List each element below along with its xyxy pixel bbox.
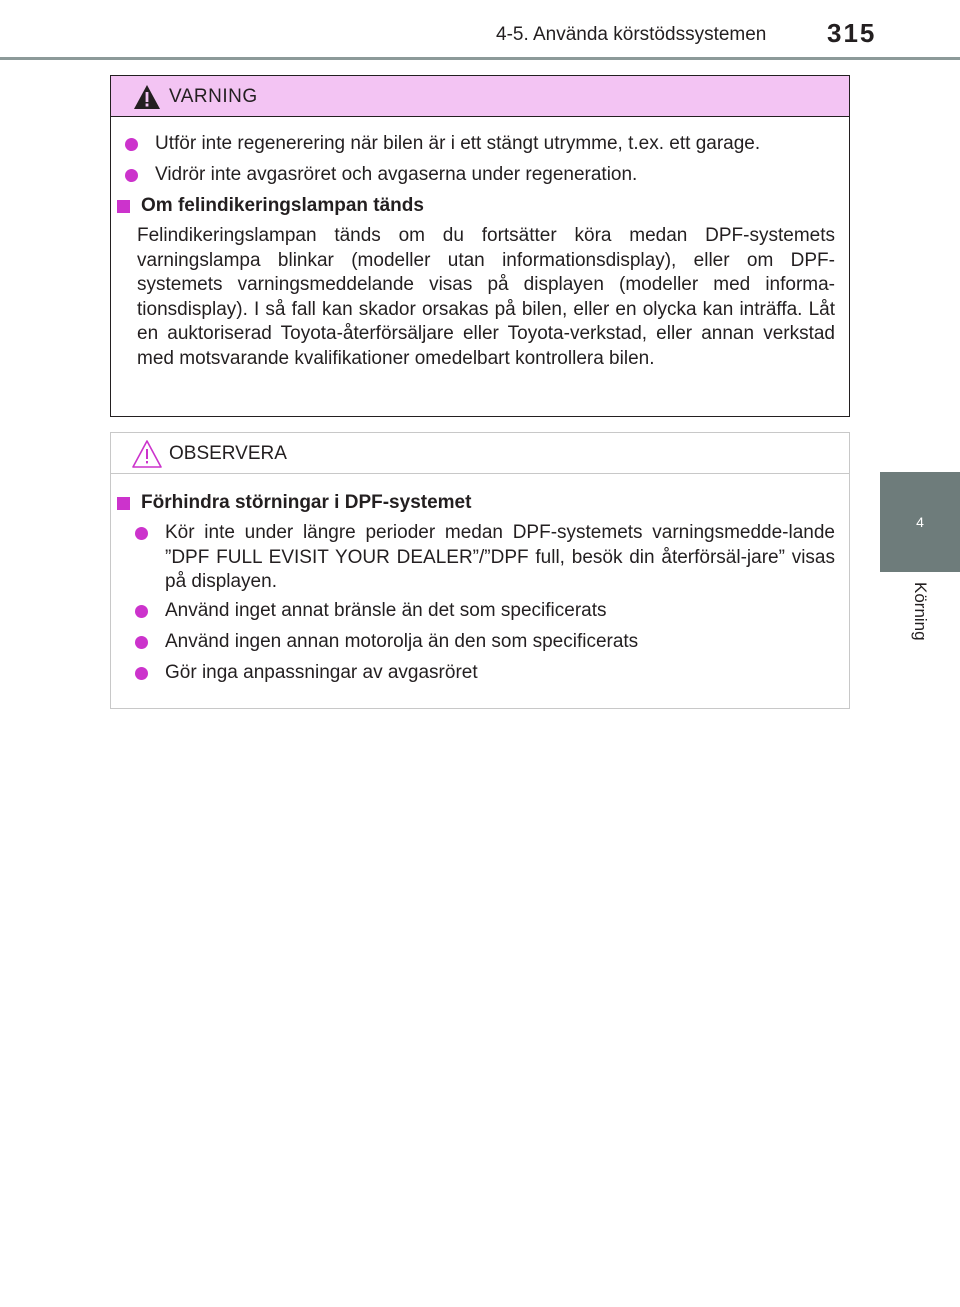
bullet-square-icon: [117, 497, 130, 510]
bullet-dot-icon: [125, 169, 138, 182]
warning-section: [117, 194, 835, 219]
observe-box: [110, 432, 850, 709]
list-item: [135, 661, 835, 686]
warning-section-body: Felindikeringslampan tänds om du fortsätter köra medan DPF-systemets varningslampa blinkar (modeller utan informationsdisplay), eller om DPF-systemets varningsmeddelande visas på displayen (modeller med informa-tionsdisplay). I så fall kan skador orsakas på bilen, eller en olycka kan inträffa. Låt en auktoriserad Toyota-återförsäljare eller Toyota-verkstad, eller annan verkstad med motsvarande kvalifikationer omedelbart kontrollera bilen.: [137, 225, 835, 369]
bullet-dot-icon: [125, 138, 138, 151]
observe-section-title: Förhindra störningar i DPF-systemet: [141, 492, 472, 513]
header-divider: [0, 57, 960, 60]
chapter-number: 4: [916, 514, 924, 530]
observe-bullet-text: Använd ingen annan motorolja än den som specificerats: [165, 631, 639, 652]
page-number: 315: [827, 18, 877, 48]
warning-bullet-text: Vidrör inte avgasröret och avgaserna under regeneration.: [155, 164, 638, 185]
warning-title: VARNING: [169, 86, 258, 107]
caution-triangle-icon: [131, 439, 163, 469]
chapter-label: Körning: [911, 582, 930, 641]
bullet-dot-icon: [135, 636, 148, 649]
observe-bullet-text: Kör inte under längre perioder medan DPF-systemets varningsmedde-lande ”DPF FULL EVISIT YOUR DEALER”/”DPF full, besök din återförsäl-jare” visas på displayen.: [165, 522, 835, 592]
observe-bullet-text: Använd inget annat bränsle än det som specificerats: [165, 600, 607, 621]
warning-triangle-icon: [133, 84, 161, 110]
list-item: [125, 163, 835, 188]
section-heading: 4-5. Använda körstödssystemen: [496, 24, 767, 45]
list-item: [135, 599, 835, 624]
observe-title: OBSERVERA: [169, 443, 287, 464]
observe-header: [111, 433, 849, 474]
bullet-dot-icon: [135, 667, 148, 680]
observe-section: [117, 491, 835, 516]
warning-header: [111, 76, 849, 117]
warning-box: [110, 75, 850, 417]
chapter-tab: [880, 472, 960, 572]
warning-section-title: Om felindikeringslampan tänds: [141, 195, 424, 216]
bullet-square-icon: [117, 200, 130, 213]
observe-bullet-text: Gör inga anpassningar av avgasröret: [165, 662, 478, 683]
list-item: [125, 132, 835, 157]
warning-bullet-text: Utför inte regenerering när bilen är i ett stängt utrymme, t.ex. ett garage.: [155, 133, 761, 154]
list-item: [135, 521, 835, 595]
bullet-dot-icon: [135, 527, 148, 540]
list-item: [135, 630, 835, 655]
bullet-dot-icon: [135, 605, 148, 618]
